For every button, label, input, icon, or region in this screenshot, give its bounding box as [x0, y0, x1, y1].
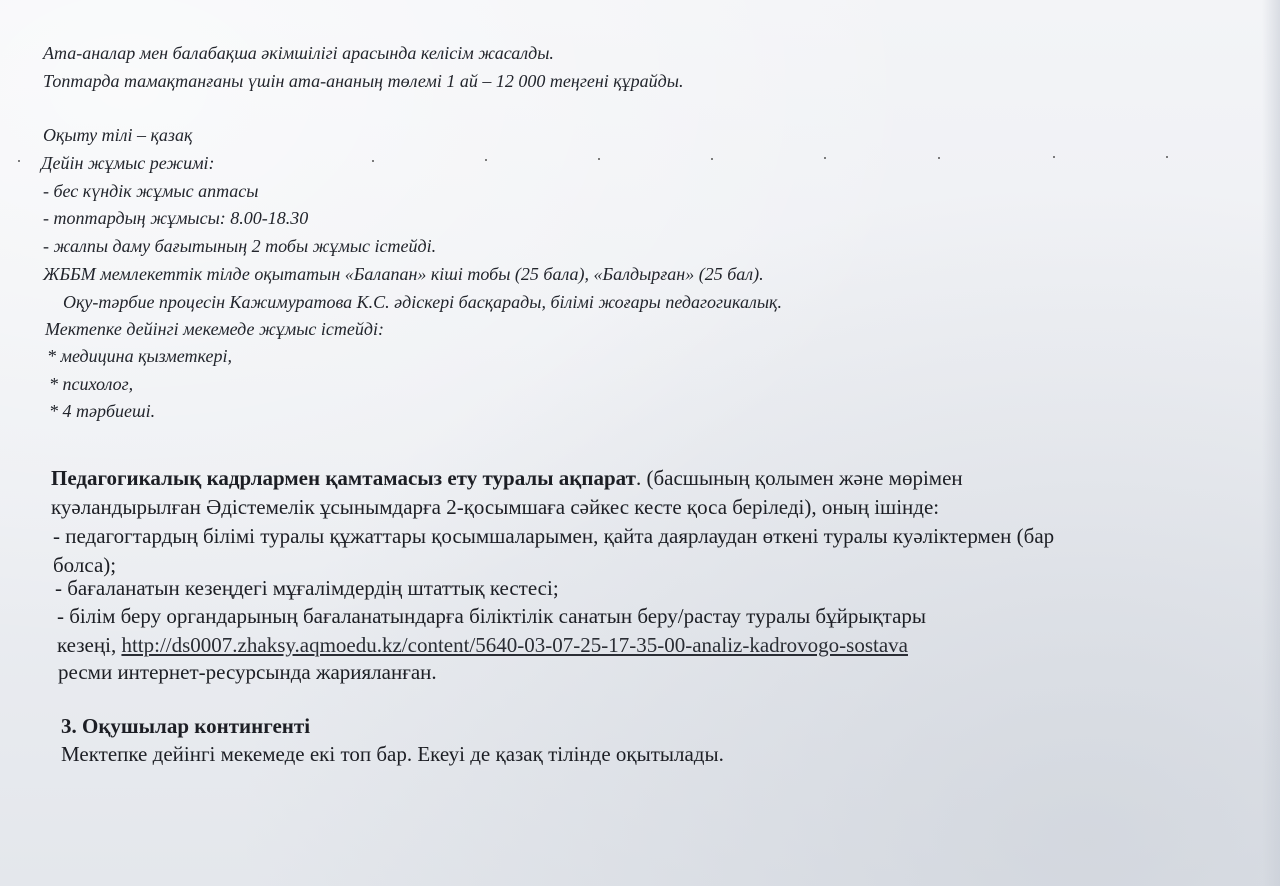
info-text-line: ресми интернет-ресурсында жарияланған.: [58, 660, 437, 684]
list-item: * психолог,: [49, 374, 134, 394]
speck: [938, 157, 940, 159]
section3-text: Мектепке дейінгі мекемеде екі топ бар. Екеуі де қазақ тілінде оқытылады.: [61, 742, 724, 766]
info-list-item: - білім беру органдарының бағаланатындарға біліктілік санатын беру/растау туралы бұйрықтары: [57, 604, 927, 628]
kadr-analysis-link[interactable]: http://ds0007.zhaksy.aqmoedu.kz/content/5640-03-07-25-17-35-00-analiz-kadrovogo-sostava: [121, 633, 908, 657]
speck: [485, 159, 487, 161]
speck: [372, 160, 374, 162]
section3-heading: 3. Оқушылар контингенті: [61, 714, 311, 738]
link-prefix: кезеңі,: [57, 633, 122, 657]
speck: [1053, 156, 1055, 158]
groups-line: ЖББМ мемлекеттік тілде оқытатын «Балапан» кіші тобы (25 бала), «Балдырған» (25 бал).: [43, 264, 764, 284]
work-mode-label: Дейін жұмыс режимі:: [41, 153, 215, 173]
list-item: - жалпы даму бағытының 2 тобы жұмыс істейді.: [43, 236, 437, 256]
info-heading-line: [51, 466, 963, 491]
speck: [598, 158, 600, 160]
info-text-line: болса);: [53, 553, 117, 577]
agreement-line: Ата-аналар мен балабақша әкімшілігі арасында келісім жасалды.: [43, 43, 554, 63]
info-heading-rest: . (басшының қолымен және мөрімен: [635, 466, 963, 490]
list-item: * медицина қызметкері,: [47, 346, 232, 366]
staff-label: Мектепке дейінгі мекемеде жұмыс істейді:: [45, 319, 384, 339]
info-link-line: [57, 633, 908, 658]
speck: [824, 157, 826, 159]
list-item: - топтардың жұмысы: 8.00-18.30: [43, 208, 309, 228]
info-heading: Педагогикалық кадрлармен қамтамасыз ету туралы ақпарат: [51, 466, 636, 490]
speck: [711, 158, 713, 160]
info-list-item: - педагогтардың білімі туралы құжаттары қосымшаларымен, қайта даярлаудан өткені туралы куәліктермен (бар: [53, 524, 1055, 548]
list-item: - бес күндік жұмыс аптасы: [43, 181, 259, 201]
speck: [18, 160, 20, 162]
language-line: Оқыту тілі – қазақ: [43, 125, 193, 145]
info-text-line: куәландырылған Әдістемелік ұсынымдарға 2-қосымшаға сәйкес кесте қоса беріледі), оның ішінде:: [51, 495, 940, 519]
methodist-line: Оқу-тәрбие процесін Кажимуратова К.С. әдіскері басқарады, білімі жоғары педагогикалық.: [63, 292, 782, 312]
payment-line: Топтарда тамақтанғаны үшін ата-ананың төлемі 1 ай – 12 000 теңгені құрайды.: [43, 71, 684, 91]
page-edge-shadow: [1262, 0, 1280, 886]
list-item: * 4 тәрбиеші.: [49, 401, 156, 421]
speck: [1166, 156, 1168, 158]
info-list-item: - бағаланатын кезеңдегі мұғалімдердің штаттық кестесі;: [55, 576, 559, 600]
